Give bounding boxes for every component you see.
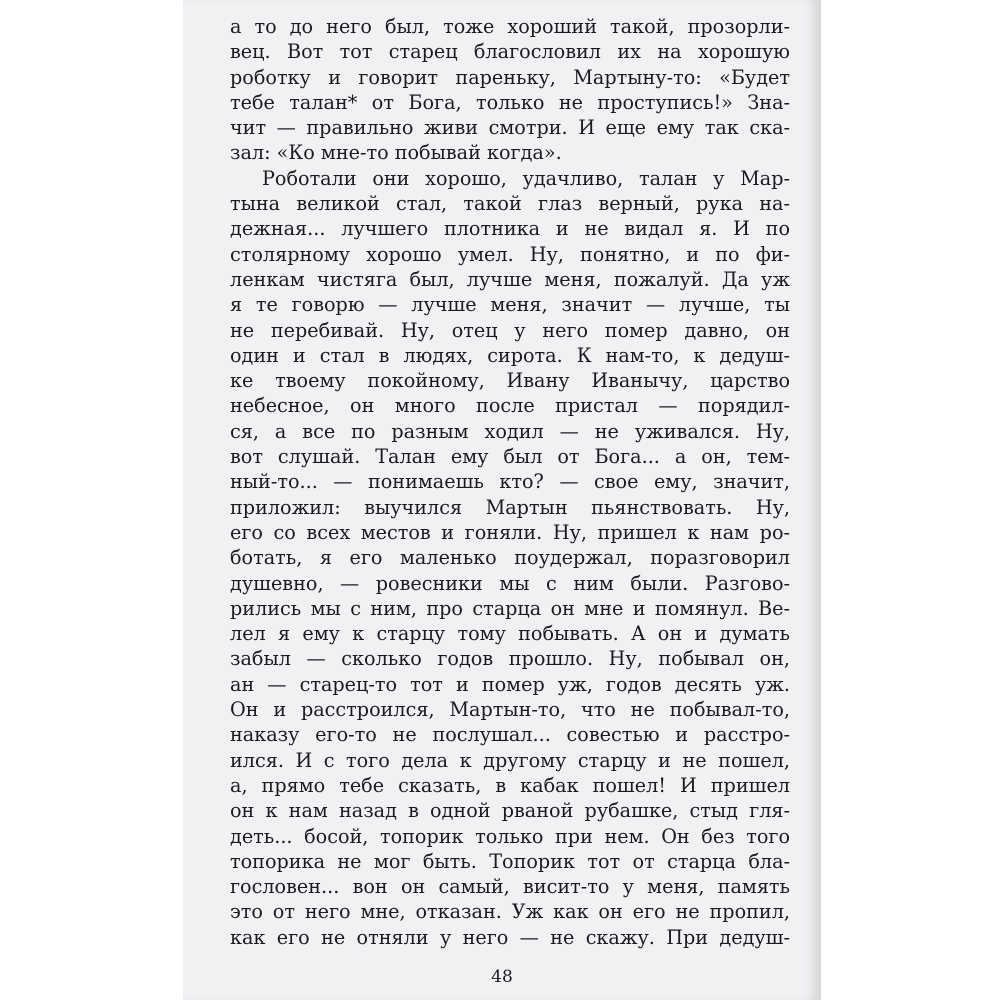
text-line: а, прямо тебе сказать, в кабак пошел! И пришел (230, 773, 790, 797)
body-text (230, 14, 790, 950)
text-line: лел я ему к старцу тому побывать. А он и думать (230, 622, 790, 646)
text-line: а то до него был, тоже хороший такой, прозорли- (230, 15, 790, 38)
text-line: рились мы с ним, про старца он мне и помянул. Ве- (230, 596, 790, 620)
page-edge-shadow (803, 0, 821, 1000)
text-line: душевно, — ровесники мы с ним были. Разгово- (230, 571, 790, 595)
text-line: ленкам чистяга был, лучше меня, пожалуй. Да уж (230, 267, 790, 291)
text-line: чит — правильно живи смотри. И еще ему так ска- (230, 116, 790, 140)
text-line: забыл — сколько годов прошло. Ну, побывал он, (230, 647, 790, 671)
text-line: дежная... лучшего плотника и не видал я. И по (230, 217, 790, 241)
text-line: один и стал в людях, сирота. К нам-то, к дедуш- (230, 343, 790, 367)
text-line: не перебивай. Ну, отец у него помер давно, он (230, 318, 790, 342)
text-line: он к нам назад в одной рваной рубашке, стыд гля- (230, 799, 790, 823)
text-line: зал: «Ко мне-то побывай когда». (230, 141, 562, 165)
text-line: это от него мне, отказан. Уж как он его не пропил, (230, 900, 790, 924)
text-line: ился. И с того дела к другому старцу и не пошел, (230, 748, 790, 772)
text-line: столярному хорошо умел. Ну, понятно, и по фи- (230, 242, 790, 266)
text-line: Он и расстроился, Мартын-то, что не побывал-то, (230, 698, 790, 722)
text-line: небесное, он много после пристал — порядил- (230, 394, 790, 418)
text-line: роботку и говорит пареньку, Мартыну-то: «Будет (230, 65, 790, 89)
text-line: приложил: выучился Мартын пьянствовать. Ну, (230, 495, 790, 519)
text-line: вец. Вот тот старец благословил их на хорошую (230, 40, 790, 64)
text-line: ся, а все по разным ходил — не уживался. Ну, (230, 419, 790, 443)
text-line: его со всех местов и гоняли. Ну, пришел к нам ро- (230, 520, 790, 544)
text-line: гословен... вон он самый, висит-то у меня, память (230, 875, 790, 899)
text-line: топорика не мог быть. Топорик тот от старца бла- (230, 849, 790, 873)
text-line: я те говорю — лучше меня, значит — лучше, ты (230, 293, 790, 317)
text-line: ботать, я его маленько поудержал, поразговорил (230, 546, 790, 570)
text-line: деть... босой, топорик только при нем. Он без того (230, 824, 790, 848)
text-line: Роботали они хорошо, удачливо, талан у Мар- (262, 166, 790, 190)
text-line: наказу его-то не послушал... совестью и расстро- (230, 723, 790, 747)
text-line: тебе талан* от Бога, только не проступись!» Зна- (230, 90, 790, 114)
page-number: 48 (491, 967, 513, 987)
text-line: ке твоему покойному, Ивану Иванычу, царство (230, 369, 790, 393)
text-line: ан — старец-то тот и помер уж, годов десять уж. (230, 672, 790, 696)
text-line: вот слушай. Талан ему был от Бога... а он, тем- (230, 445, 790, 469)
text-line: как его не отняли у него — не скажу. При дедуш- (230, 925, 790, 949)
text-line: ный-то... — понимаешь кто? — свое ему, значит, (230, 470, 790, 494)
text-line: тына великой стал, такой глаз верный, рука на- (230, 192, 790, 216)
book-page (183, 0, 821, 1000)
